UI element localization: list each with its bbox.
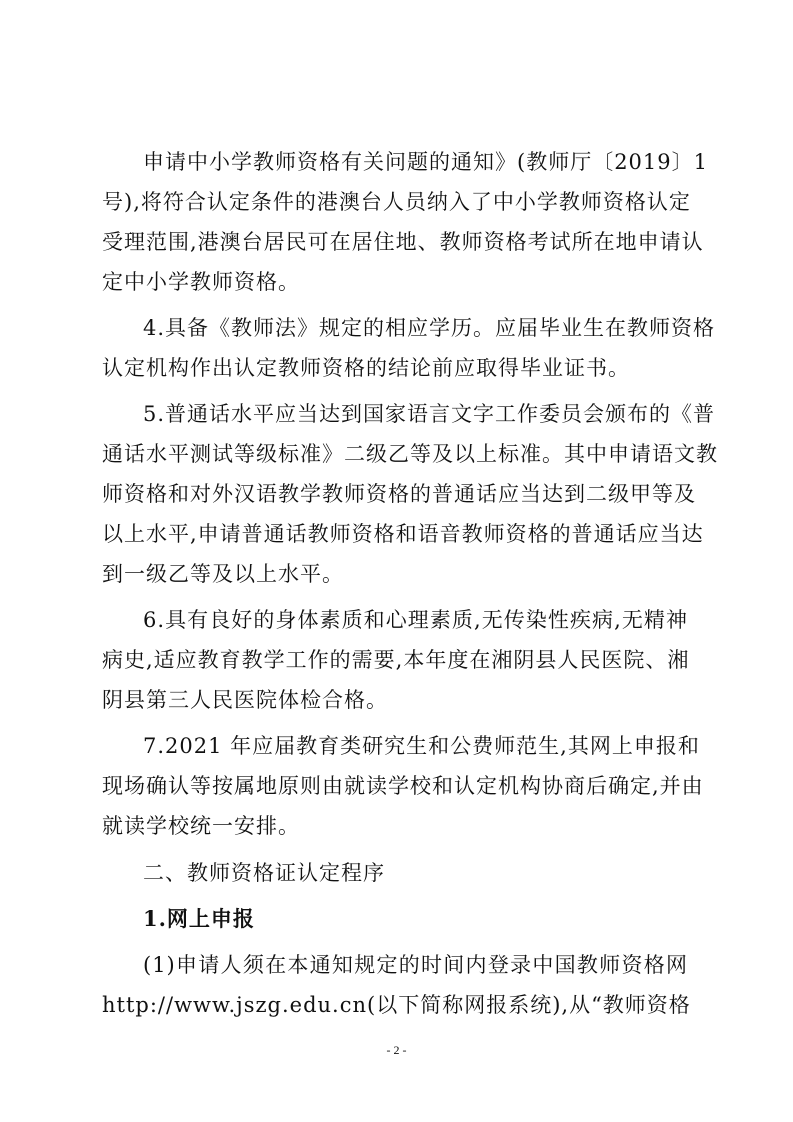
paragraph-line: 以上水平,申请普通话教师资格和语音教师资格的普通话应当达 xyxy=(102,522,704,546)
paragraph-line: 受理范围,港澳台居民可在居住地、教师资格考试所在地申请认 xyxy=(102,230,704,254)
paragraph-line: 阴县第三人民医院体检合格。 xyxy=(102,688,388,712)
paragraph-line: 就读学校统一安排。 xyxy=(102,814,300,838)
paragraph-line: 7.2021 年应届教育类研究生和公费师范生,其网上申报和 xyxy=(143,734,700,758)
paragraph-line: 到一级乙等及以上水平。 xyxy=(102,562,344,586)
paragraph-line: 现场确认等按属地原则由就读学校和认定机构协商后确定,并由 xyxy=(102,774,704,798)
paragraph-line: 4.具备《教师法》规定的相应学历。应届毕业生在教师资格 xyxy=(143,316,716,340)
paragraph-line: 申请中小学教师资格有关问题的通知》(教师厅〔2019〕1 xyxy=(143,150,708,174)
subsection-heading: 1.网上申报 xyxy=(143,906,255,931)
paragraph-line: 通话水平测试等级标准》二级乙等及以上标准。其中申请语文教 xyxy=(102,442,718,466)
paragraph-line: 5.普通话水平应当达到国家语言文字工作委员会颁布的《普 xyxy=(143,402,716,426)
page-number: - 2 - xyxy=(386,1043,407,1057)
paragraph-line: 师资格和对外汉语教学教师资格的普通话应当达到二级甲等及 xyxy=(102,482,696,506)
paragraph-line: (1)申请人须在本通知规定的时间内登录中国教师资格网 xyxy=(143,953,688,977)
paragraph-line: 认定机构作出认定教师资格的结论前应取得毕业证书。 xyxy=(102,356,630,380)
paragraph-line: 病史,适应教育教学工作的需要,本年度在湘阴县人民医院、湘 xyxy=(102,648,690,672)
section-heading: 二、教师资格证认定程序 xyxy=(143,861,385,885)
paragraph-line: 6.具有良好的身体素质和心理素质,无传染性疾病,无精神 xyxy=(143,608,688,632)
paragraph-line: 号),将符合认定条件的港澳台人员纳入了中小学教师资格认定 xyxy=(102,190,691,214)
paragraph-line: 定中小学教师资格。 xyxy=(102,270,300,294)
paragraph-line: http://www.jszg.edu.cn(以下简称网报系统),从“教师资格 xyxy=(102,993,691,1017)
